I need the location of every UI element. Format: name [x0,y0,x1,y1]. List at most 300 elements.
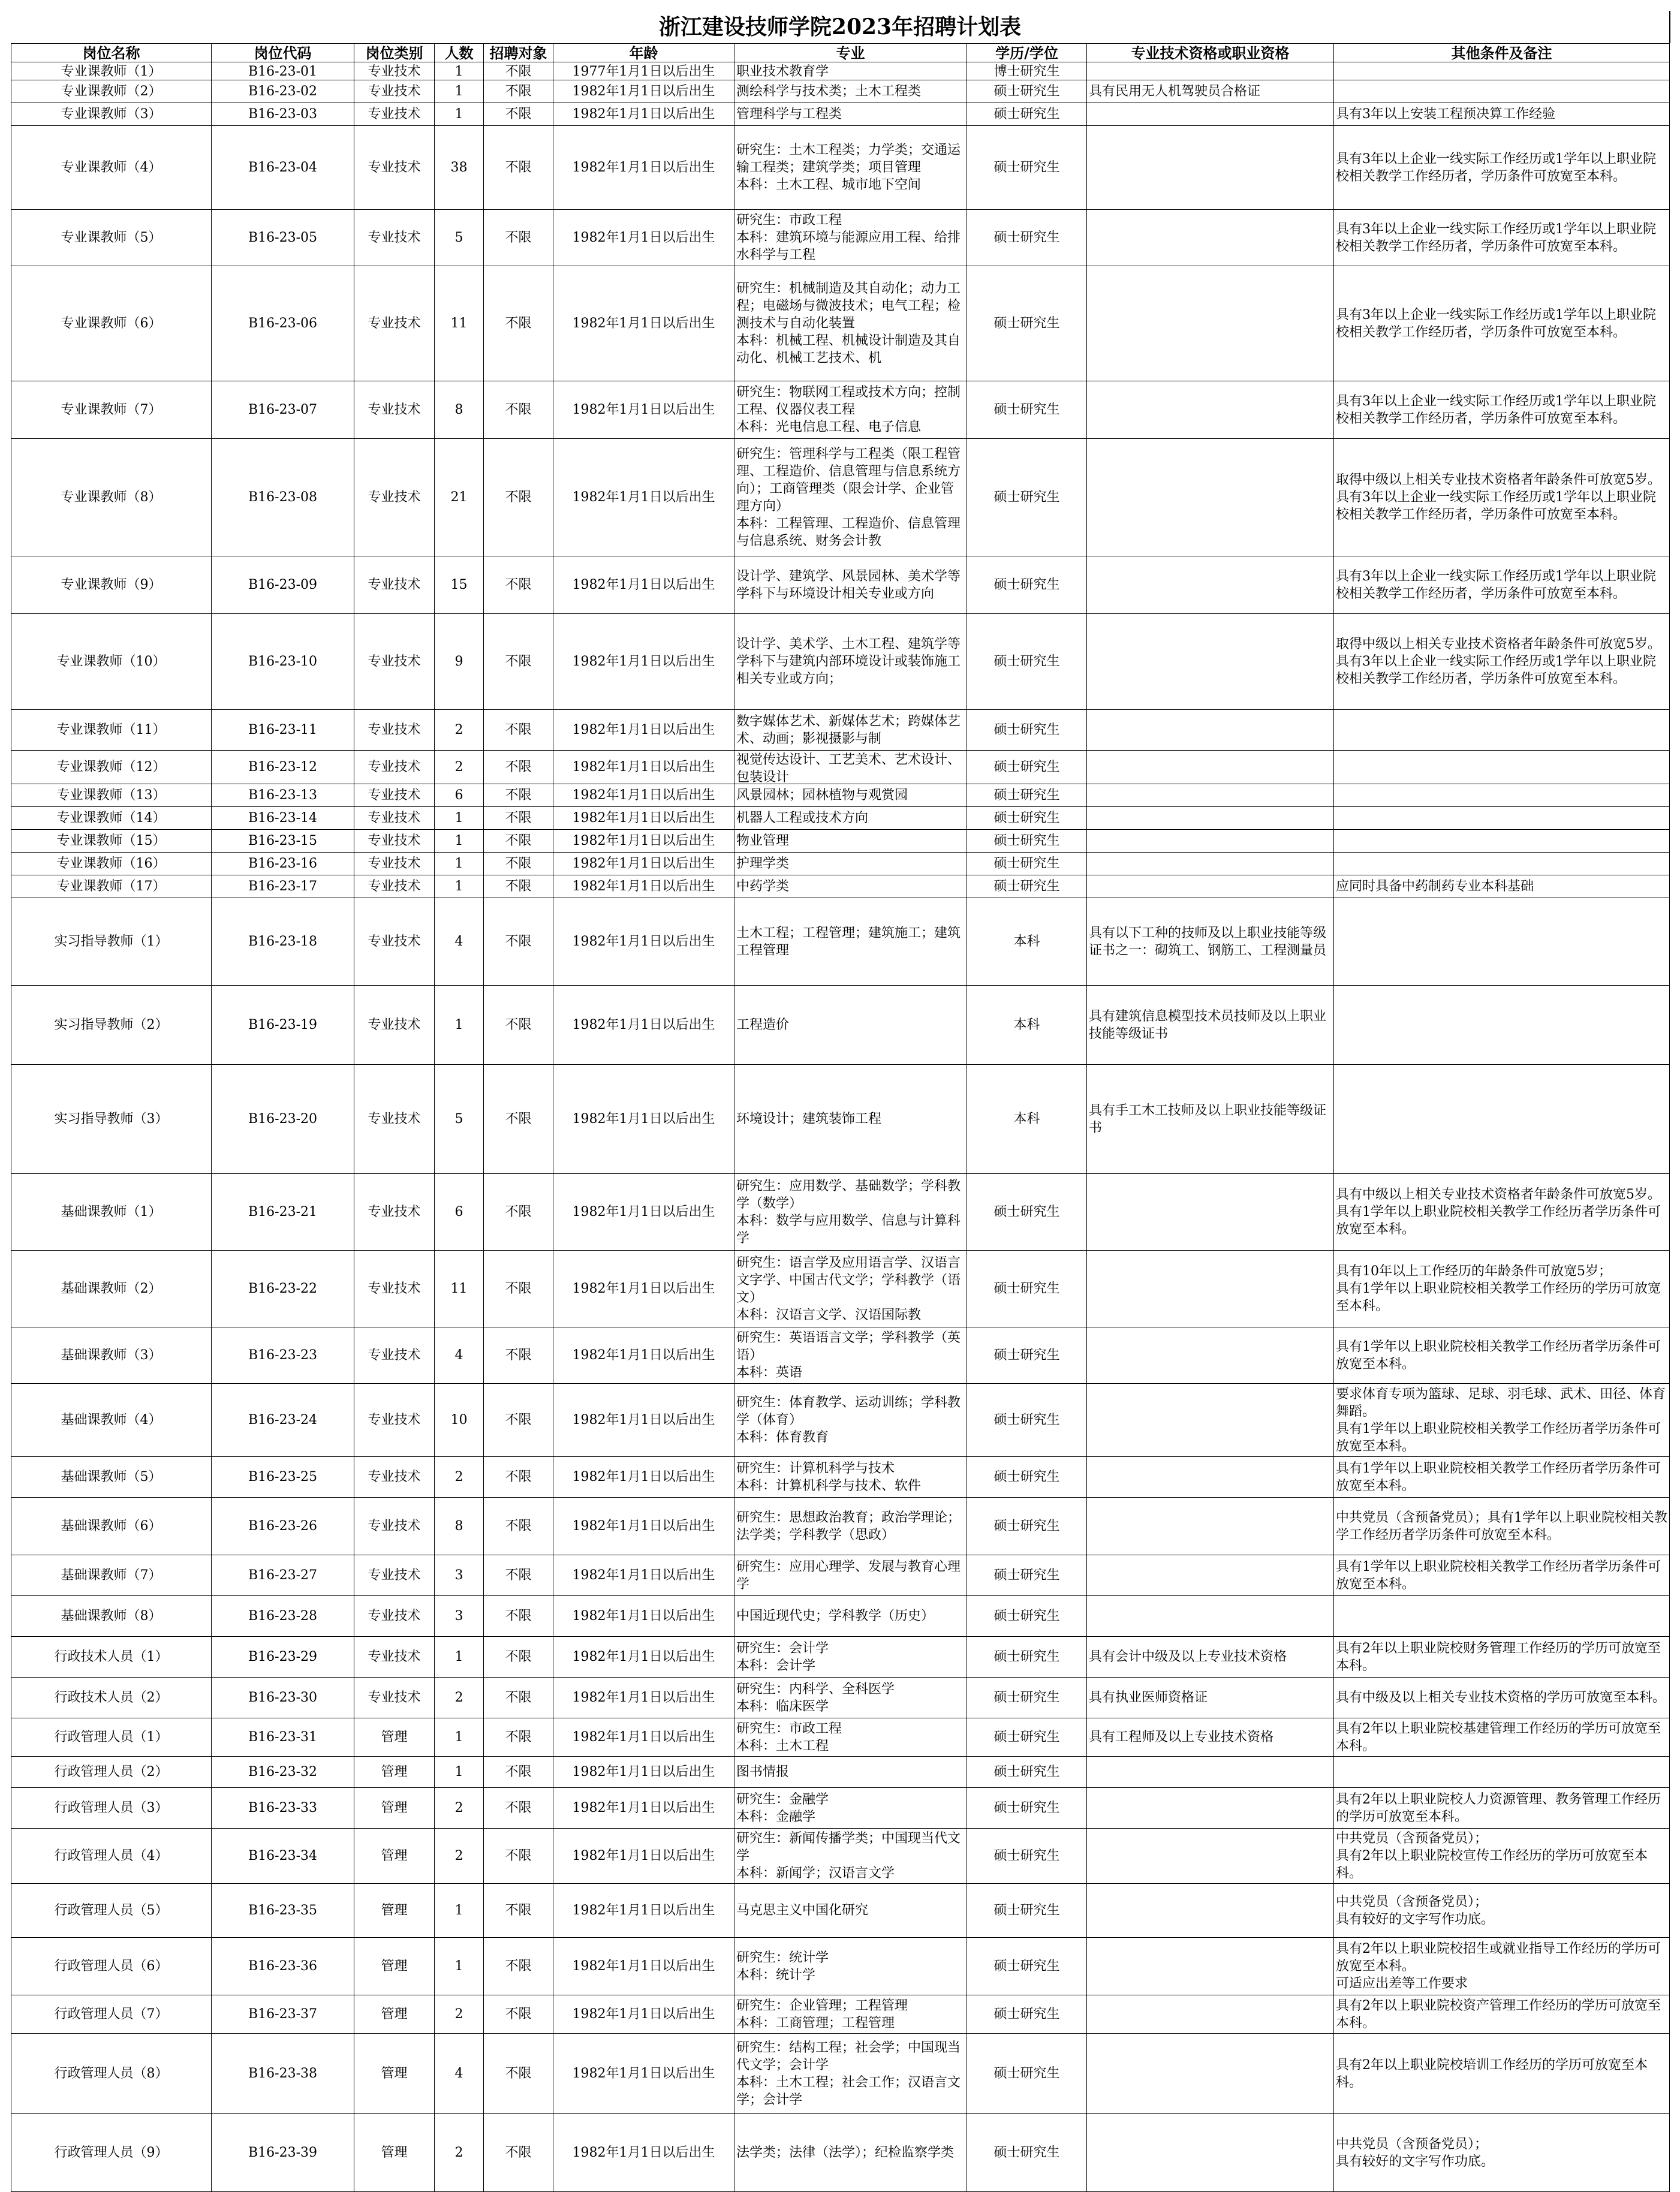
cell-text: 1982年1月1日以后出生 [572,1017,715,1032]
cell-code [212,1718,354,1757]
table-row [11,1788,1670,1829]
cell-cert [1087,898,1334,986]
header-cell: 人数 [435,44,484,62]
cell-text: 具有1学年以上职业院校相关教学工作经历者学历条件可放宽至本科。 [1336,1559,1661,1592]
cell-num [435,853,484,875]
cell-text: B16-23-28 [248,1609,318,1624]
cell-text: 不限 [505,1765,532,1780]
header-cell: 年龄 [553,44,734,62]
cell-text: 专业技术 [368,490,421,505]
cell-target [484,2034,553,2114]
cell-age [553,1596,734,1637]
cell-text: 硕士研究生 [993,107,1060,122]
cell-age [553,266,734,381]
cell-cert [1087,210,1334,266]
cell-text: 管理科学与工程类 [736,107,842,122]
cell-major [734,103,967,126]
cell-text: 专业课教师（13） [56,788,166,803]
cell-major [734,1757,967,1788]
cell-text: 专业技术 [368,1690,421,1705]
cell-code [212,1384,354,1457]
cell-edu [967,830,1087,853]
cell-major [734,2034,967,2114]
cell-cat [354,103,435,126]
cell-text: B16-23-39 [248,2145,318,2160]
cell-text: 1982年1月1日以后出生 [572,1519,715,1534]
cell-text: 管理 [381,2145,408,2160]
cell-target [484,381,553,439]
cell-code [212,1829,354,1884]
cell-text: 硕士研究生 [993,1800,1060,1815]
cell-cert [1087,853,1334,875]
cell-text: 行政管理人员（7） [54,2007,168,2022]
cell-text: 物业管理 [736,833,790,848]
table-row [11,439,1670,556]
cell-num [435,1718,484,1757]
cell-num [435,381,484,439]
cell-text: 专业课教师（2） [61,84,162,99]
cell-text: 2 [454,1690,463,1705]
cell-text: 2 [454,1470,463,1485]
table-row [11,898,1670,986]
cell-text: 研究生：结构工程；社会学；中国现当代文学；会计学 本科：土木工程；社会工作；汉语言文学；会计学 [736,2040,961,2107]
cell-age [553,1555,734,1596]
cell-age [553,1174,734,1251]
cell-cat [354,1637,435,1678]
cell-text: 1982年1月1日以后出生 [572,1413,715,1428]
cell-text: 实习指导教师（1） [54,934,168,949]
cell-name [11,1596,212,1637]
cell-text: 硕士研究生 [993,1281,1060,1296]
cell-text: 专业技术 [368,856,421,871]
cell-text: 行政管理人员（6） [54,1959,168,1974]
cell-name [11,1829,212,1884]
cell-cert [1087,126,1334,210]
cell-text: 不限 [505,1348,532,1363]
cell-text: 8 [454,1519,463,1534]
cell-age [553,1457,734,1498]
cell-text: 1982年1月1日以后出生 [572,2007,715,2022]
cell-age [553,2114,734,2192]
cell-age [553,1384,734,1457]
cell-text: 硕士研究生 [993,2007,1060,2022]
cell-text: B16-23-06 [248,316,318,331]
table-title: 浙江建设技师学院2023年招聘计划表 [11,11,1670,43]
cell-note [1334,80,1670,103]
table-row [11,830,1670,853]
cell-text: 4 [454,934,463,949]
cell-name [11,1637,212,1678]
cell-text: 中共党员（含预备党员）；具有1学年以上职业院校相关教学工作经历者学历条件可放宽至本科。 [1336,1510,1667,1543]
cell-note [1334,614,1670,710]
cell-note [1334,875,1670,898]
cell-edu [967,1251,1087,1327]
cell-num [435,875,484,898]
table-row [11,2114,1670,2192]
cell-text: 硕士研究生 [993,1903,1060,1918]
cell-text: 不限 [505,1205,532,1220]
cell-text: 基础课教师（4） [61,1413,162,1428]
table-row [11,1327,1670,1384]
cell-edu [967,1938,1087,1995]
cell-code [212,807,354,830]
cell-target [484,126,553,210]
recruitment-plan-table [11,43,1670,2192]
cell-text: 管理 [381,1959,408,1974]
cell-major [734,1498,967,1555]
cell-cert [1087,1251,1334,1327]
table-row [11,853,1670,875]
cell-text: 2 [454,2007,463,2022]
cell-name [11,126,212,210]
cell-code [212,853,354,875]
cell-text: 硕士研究生 [993,1519,1060,1534]
cell-text: 专业课教师（16） [56,856,166,871]
cell-text: 专业技术 [368,1348,421,1363]
cell-edu [967,2034,1087,2114]
cell-text: 专业技术 [368,1413,421,1428]
cell-target [484,614,553,710]
cell-cat [354,2114,435,2192]
cell-target [484,1788,553,1829]
cell-text: 不限 [505,934,532,949]
cell-code [212,1251,354,1327]
cell-text: 本科 [1013,1017,1040,1032]
cell-text: 硕士研究生 [993,1205,1060,1220]
cell-age [553,1251,734,1327]
cell-cat [354,381,435,439]
cell-major [734,751,967,784]
cell-text: 不限 [505,654,532,669]
cell-text: 1982年1月1日以后出生 [572,1205,715,1220]
cell-text: 硕士研究生 [993,1568,1060,1583]
cell-code [212,1498,354,1555]
cell-text: 具有2年以上职业院校人力资源管理、教务管理工作经历的学历可放宽至本科。 [1336,1791,1661,1824]
cell-code [212,1637,354,1678]
cell-text: 基础课教师（6） [61,1519,162,1534]
cell-text: 硕士研究生 [993,856,1060,871]
cell-target [484,1829,553,1884]
cell-text: B16-23-24 [248,1413,318,1428]
cell-age [553,381,734,439]
cell-text: B16-23-09 [248,577,318,592]
cell-text: 具有3年以上企业一线实际工作经历或1学年以上职业院校相关教学工作经历者，学历条件可放宽至本科。 [1336,151,1656,184]
cell-text: 1982年1月1日以后出生 [572,1112,715,1127]
table-row [11,1718,1670,1757]
cell-note [1334,751,1670,784]
cell-cert [1087,986,1334,1065]
cell-text: 研究生：计算机科学与技术 本科：计算机科学与技术、软件 [736,1461,922,1494]
cell-text: B16-23-25 [248,1470,318,1485]
table-row [11,1596,1670,1637]
cell-text: 职业技术教育学 [736,64,829,79]
cell-name [11,751,212,784]
cell-name [11,1498,212,1555]
cell-text: 1982年1月1日以后出生 [572,402,715,417]
cell-cert [1087,2034,1334,2114]
cell-text: B16-23-20 [248,1112,318,1127]
cell-text: 具有中级及以上相关专业技术资格的学历可放宽至本科。 [1336,1690,1666,1705]
cell-text: 具有建筑信息模型技术员技师及以上职业技能等级证书 [1089,1008,1327,1041]
cell-age [553,784,734,807]
cell-edu [967,898,1087,986]
cell-text: 38 [450,160,468,175]
cell-text: B16-23-19 [248,1017,318,1032]
cell-note [1334,1384,1670,1457]
cell-cert [1087,1637,1334,1678]
cell-target [484,830,553,853]
cell-num [435,784,484,807]
cell-age [553,126,734,210]
table-row [11,1678,1670,1718]
cell-num [435,830,484,853]
cell-text: 专业课教师（12） [56,760,166,775]
cell-note [1334,1637,1670,1678]
cell-text: B16-23-32 [248,1765,318,1780]
cell-note [1334,103,1670,126]
cell-cat [354,1384,435,1457]
cell-target [484,266,553,381]
cell-text: 管理 [381,1800,408,1815]
cell-name [11,898,212,986]
cell-text: 1982年1月1日以后出生 [572,2066,715,2081]
cell-text: 专业技术 [368,879,421,894]
cell-text: 管理 [381,1730,408,1745]
cell-target [484,1555,553,1596]
cell-text: 专业课教师（8） [61,490,162,505]
cell-text: 不限 [505,879,532,894]
table-row [11,751,1670,784]
cell-name [11,2034,212,2114]
cell-cat [354,1327,435,1384]
cell-text: 行政管理人员（1） [54,1730,168,1745]
cell-text: 专业技术 [368,760,421,775]
cell-cert [1087,80,1334,103]
cell-code [212,830,354,853]
cell-text: 行政管理人员（5） [54,1903,168,1918]
cell-edu [967,614,1087,710]
cell-target [484,751,553,784]
cell-text: 研究生：会计学 本科：会计学 [736,1640,829,1673]
cell-text: 不限 [505,1281,532,1296]
cell-text: 专业技术 [368,1205,421,1220]
cell-edu [967,807,1087,830]
cell-text: B16-23-14 [248,811,318,826]
cell-age [553,1757,734,1788]
cell-target [484,875,553,898]
cell-text: 专业技术 [368,934,421,949]
cell-name [11,439,212,556]
cell-edu [967,1757,1087,1788]
cell-num [435,1065,484,1174]
cell-cat [354,1884,435,1938]
cell-text: 硕士研究生 [993,654,1060,669]
cell-cat [354,62,435,80]
cell-text: 硕士研究生 [993,722,1060,737]
cell-text: 1982年1月1日以后出生 [572,84,715,99]
cell-code [212,784,354,807]
table-row [11,381,1670,439]
cell-note [1334,807,1670,830]
cell-text: 专业技术 [368,64,421,79]
cell-text: 5 [454,230,463,245]
cell-note [1334,439,1670,556]
cell-major [734,830,967,853]
cell-text: 研究生：市政工程 本科：土木工程 [736,1721,842,1754]
cell-text: 设计学、建筑学、风景园林、美术学等学科下与环境设计相关专业或方向 [736,568,961,601]
cell-text: 1982年1月1日以后出生 [572,760,715,775]
cell-text: 专业技术 [368,722,421,737]
cell-edu [967,1555,1087,1596]
cell-cert [1087,830,1334,853]
cell-text: 专业课教师（14） [56,811,166,826]
cell-text: 1982年1月1日以后出生 [572,1800,715,1815]
cell-text: 硕士研究生 [993,788,1060,803]
cell-text: 1982年1月1日以后出生 [572,811,715,826]
cell-text: 具有2年以上职业院校资产管理工作经历的学历可放宽至本科。 [1336,1998,1661,2031]
cell-target [484,1498,553,1555]
cell-text: 具有10年以上工作经历的年龄条件可放宽5岁； 具有1学年以上职业院校相关教学工作经历的学历可放宽至本科。 [1336,1264,1661,1314]
cell-cat [354,80,435,103]
cell-text: 不限 [505,2145,532,2160]
cell-note [1334,62,1670,80]
cell-text: 专业课教师（10） [56,654,166,669]
cell-text: 不限 [505,811,532,826]
cell-text: 不限 [505,1470,532,1485]
cell-text: 1 [454,64,463,79]
cell-text: 硕士研究生 [993,2066,1060,2081]
cell-text: B16-23-15 [248,833,318,848]
header-cell: 学历/学位 [967,44,1087,62]
cell-text: 具有1学年以上职业院校相关教学工作经历者学历条件可放宽至本科。 [1336,1461,1661,1494]
cell-cert [1087,1829,1334,1884]
cell-text: 专业技术 [368,1470,421,1485]
cell-major [734,1637,967,1678]
cell-text: 取得中级以上相关专业技术资格者年龄条件可放宽5岁。 具有3年以上企业一线实际工作经历或1学年以上职业院校相关教学工作经历者，学历条件可放宽至本科。 [1336,637,1661,686]
cell-edu [967,103,1087,126]
cell-code [212,2034,354,2114]
cell-cat [354,1788,435,1829]
cell-text: 环境设计；建筑装饰工程 [736,1112,882,1127]
cell-text: 中共党员（含预备党员）； 具有2年以上职业院校宣传工作经历的学历可放宽至本科。 [1336,1831,1648,1881]
cell-text: 硕士研究生 [993,1609,1060,1624]
cell-text: 1 [454,879,463,894]
cell-cert [1087,266,1334,381]
cell-text: 专业技术 [368,316,421,331]
header-cell: 专业技术资格或职业资格 [1087,44,1334,62]
cell-num [435,1555,484,1596]
cell-name [11,1938,212,1995]
cell-text: 研究生：语言学及应用语言学、汉语言文字学、中国古代文学；学科教学（语文） 本科：汉语言文学、汉语国际教 [736,1255,961,1323]
cell-cert [1087,1757,1334,1788]
header-row [11,44,1670,62]
cell-text: 土木工程；工程管理；建筑施工；建筑工程管理 [736,925,961,958]
table-row [11,710,1670,751]
cell-text: 基础课教师（3） [61,1348,162,1363]
cell-target [484,1637,553,1678]
cell-text: 1982年1月1日以后出生 [572,2145,715,2160]
cell-num [435,266,484,381]
cell-text: 行政管理人员（2） [54,1765,168,1780]
cell-text: 具有以下工种的技师及以上职业技能等级证书之一：砌筑工、钢筋工、工程测量员 [1089,925,1327,958]
cell-target [484,1251,553,1327]
cell-cat [354,1596,435,1637]
cell-num [435,1457,484,1498]
cell-cat [354,751,435,784]
cell-text: 行政管理人员（8） [54,2066,168,2081]
cell-text: 硕士研究生 [993,811,1060,826]
cell-major [734,381,967,439]
cell-edu [967,986,1087,1065]
table-row [11,1829,1670,1884]
cell-code [212,1995,354,2034]
cell-text: 专业技术 [368,230,421,245]
cell-name [11,807,212,830]
cell-note [1334,1251,1670,1327]
cell-cert [1087,614,1334,710]
cell-text: 1982年1月1日以后出生 [572,1281,715,1296]
cell-num [435,1884,484,1938]
cell-text: 具有3年以上安装工程预决算工作经验 [1336,107,1555,122]
cell-target [484,1065,553,1174]
cell-text: B16-23-03 [248,107,318,122]
cell-text: B16-23-05 [248,230,318,245]
cell-text: 专业课教师（9） [61,577,162,592]
cell-major [734,1384,967,1457]
cell-text: B16-23-38 [248,2066,318,2081]
cell-text: 不限 [505,1609,532,1624]
cell-age [553,80,734,103]
cell-age [553,1788,734,1829]
cell-text: 基础课教师（1） [61,1205,162,1220]
table-row [11,1757,1670,1788]
cell-text: 1 [454,1959,463,1974]
cell-text: 硕士研究生 [993,1730,1060,1745]
cell-cat [354,1174,435,1251]
cell-text: 1982年1月1日以后出生 [572,934,715,949]
cell-text: 不限 [505,2066,532,2081]
cell-target [484,1327,553,1384]
cell-note [1334,1884,1670,1938]
cell-name [11,853,212,875]
cell-text: 不限 [505,1112,532,1127]
table-row [11,1995,1670,2034]
cell-text: 不限 [505,64,532,79]
cell-text: 21 [450,490,468,505]
cell-text: 研究生：市政工程 本科：建筑环境与能源应用工程、给排水科学与工程 [736,213,961,263]
cell-text: 1 [454,811,463,826]
cell-note [1334,853,1670,875]
cell-age [553,830,734,853]
cell-text: 专业技术 [368,833,421,848]
cell-age [553,875,734,898]
cell-text: 不限 [505,788,532,803]
cell-text: B16-23-11 [248,722,318,737]
cell-text: B16-23-12 [248,760,318,775]
cell-text: 3 [454,1609,463,1624]
cell-age [553,1637,734,1678]
cell-num [435,1251,484,1327]
cell-cert [1087,784,1334,807]
cell-text: B16-23-04 [248,160,318,175]
cell-text: 不限 [505,1848,532,1863]
cell-cat [354,875,435,898]
cell-edu [967,853,1087,875]
table-row [11,1498,1670,1555]
cell-text: B16-23-33 [248,1800,318,1815]
cell-edu [967,381,1087,439]
cell-text: 2 [454,2145,463,2160]
